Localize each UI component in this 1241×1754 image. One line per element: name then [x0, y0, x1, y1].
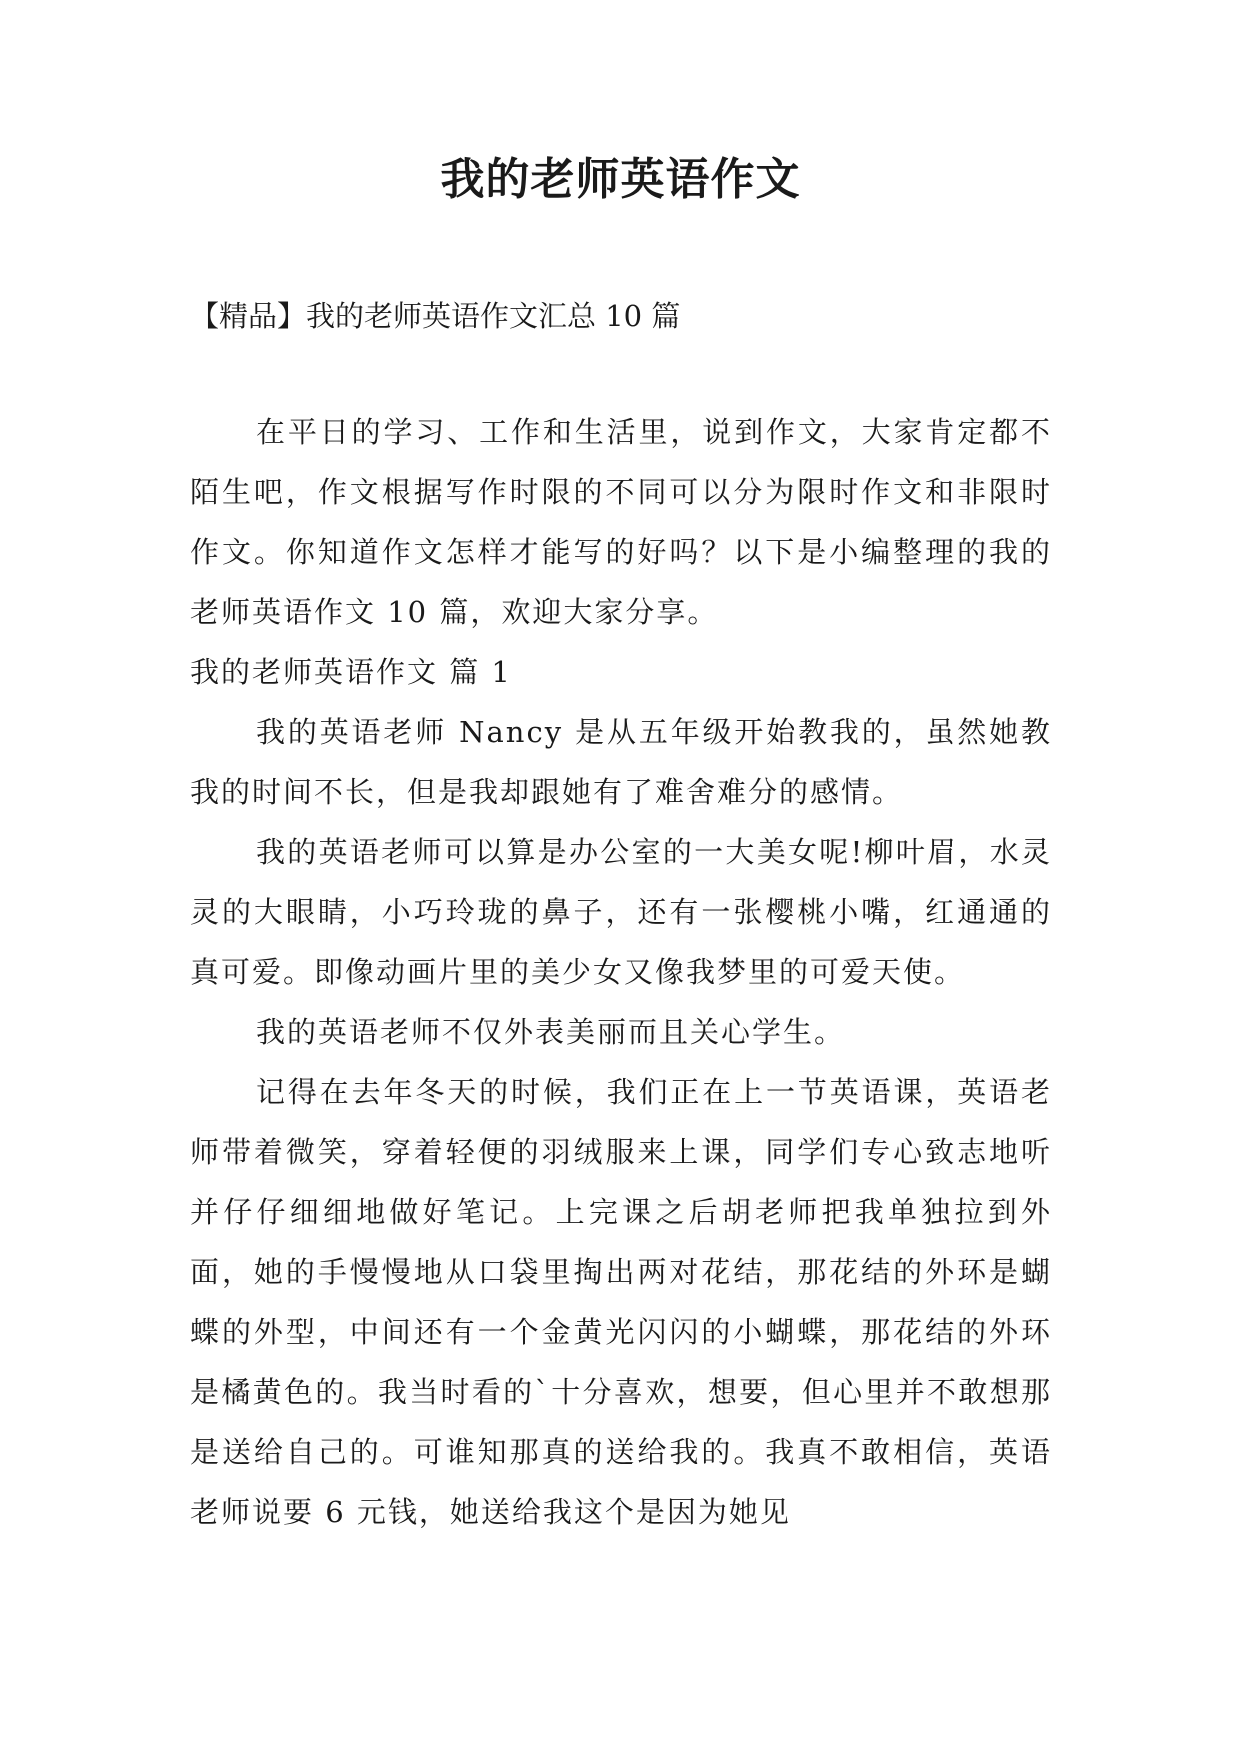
- document-subtitle: 【精品】我的老师英语作文汇总 10 篇: [190, 299, 681, 333]
- body-paragraph: 我的英语老师 Nancy 是从五年级开始教我的，虽然她教我的时间不长，但是我却跟她有了难舍难分的感情。: [190, 715, 1052, 809]
- body-paragraph: 记得在去年冬天的时候，我们正在上一节英语课，英语老师带着微笑，穿着轻便的羽绒服来上课，同学们专心致志地听并仔仔细细地做好笔记。上完课之后胡老师把我单独拉到外面，她的手慢慢地从口袋里掏出两对花结，那花结的外环是蝴蝶的外型，中间还有一个金黄光闪闪的小蝴蝶，那花结的外环是橘黄色的。我当时看的`十分喜欢，想要，但心里并不敢想那是送给自己的。可谁知那真的送给我的。我真不敢相信，英语老师说要 6 元钱，她送给我这个是因为她见: [190, 1075, 1052, 1529]
- document-title: 我的老师英语作文: [440, 154, 801, 205]
- body-paragraph: 我的英语老师可以算是办公室的一大美女呢!柳叶眉，水灵灵的大眼睛，小巧玲珑的鼻子，还有一张樱桃小嘴，红通通的真可爱。即像动画片里的美少女又像我梦里的可爱天使。: [190, 835, 1052, 989]
- body-paragraph: 我的英语老师不仅外表美丽而且关心学生。: [256, 1015, 846, 1049]
- document-body: [190, 402, 1052, 1542]
- intro-paragraph: 在平日的学习、工作和生活里，说到作文，大家肯定都不陌生吧，作文根据写作时限的不同可以分为限时作文和非限时作文。你知道作文怎样才能写的好吗？以下是小编整理的我的老师英语作文 10 篇，欢迎大家分享。: [190, 415, 1052, 629]
- section-heading: 我的老师英语作文 篇 1: [190, 655, 512, 689]
